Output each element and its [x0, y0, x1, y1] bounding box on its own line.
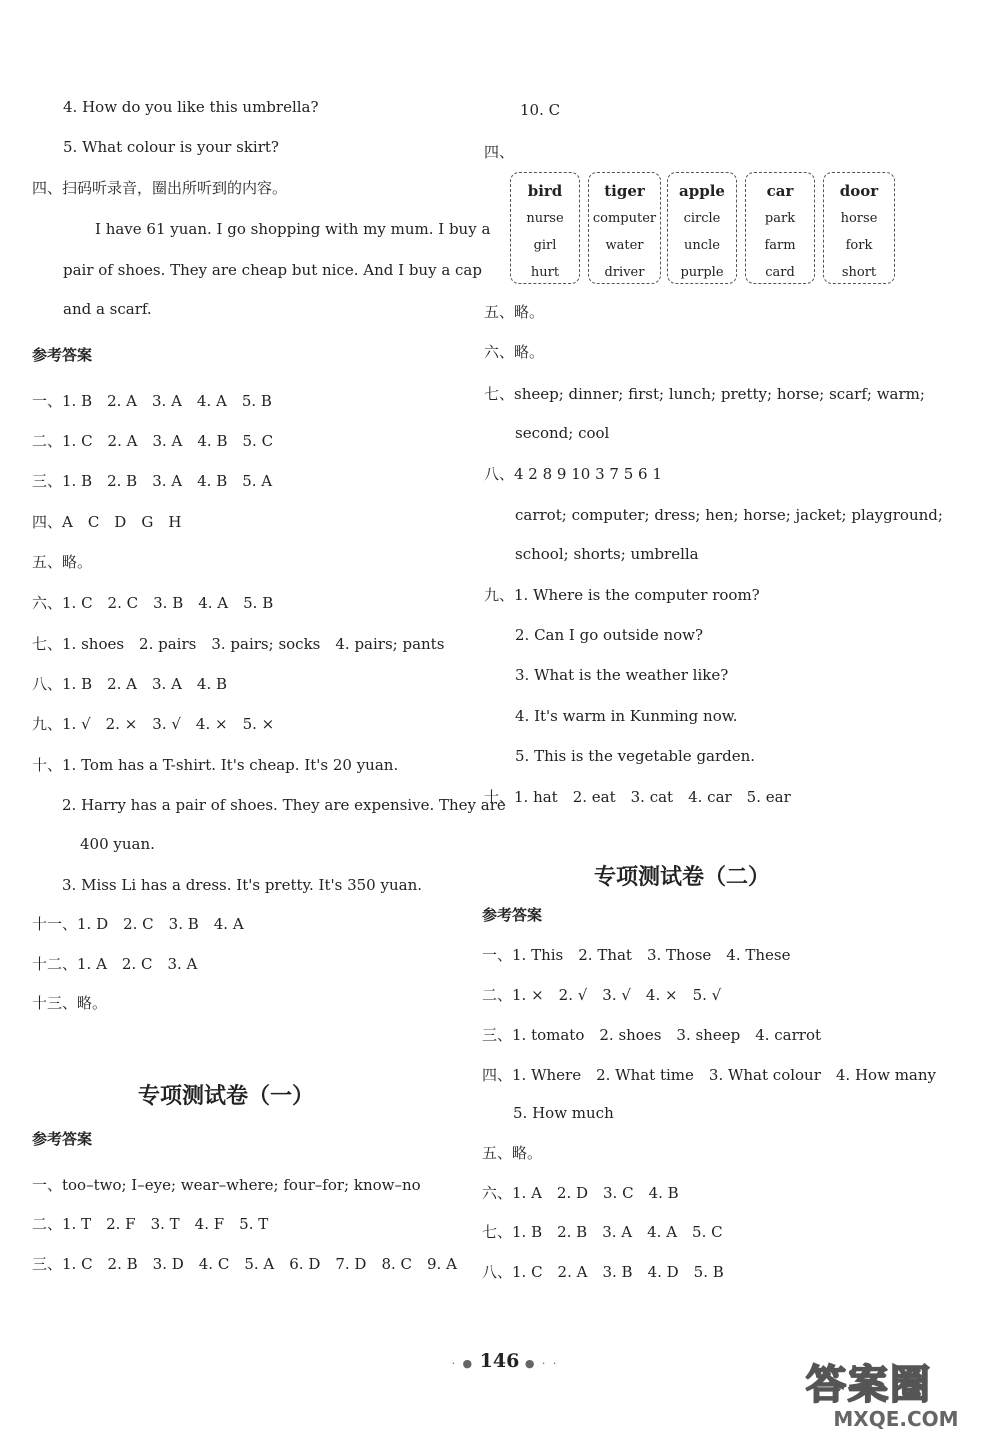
answer-line: 2. Harry has a pair of shoes. They are expensive. They are: [62, 796, 506, 814]
watermark-text: 答案圈: [806, 1362, 932, 1408]
card-word: uncle: [684, 238, 720, 253]
answer-line: 六、1. A 2. D 3. C 4. B: [482, 1184, 679, 1202]
answer-heading: 参考答案: [32, 1130, 93, 1148]
card-word: farm: [764, 238, 796, 253]
answer-line: 三、1. C 2. B 3. D 4. C 5. A 6. D 7. D 8. C 9. A: [32, 1255, 457, 1273]
card-head: door: [839, 182, 879, 200]
card-word: computer: [592, 211, 657, 226]
card-head: apple: [679, 182, 725, 200]
answer-line: 五、略。: [32, 553, 93, 571]
answer-line: 八、1. C 2. A 3. B 4. D 5. B: [482, 1263, 724, 1281]
card-word: card: [765, 265, 795, 280]
section-title: 专项测试卷（一）: [138, 1084, 315, 1109]
word-card: [667, 172, 737, 284]
answer-line: 二、1. T 2. F 3. T 4. F 5. T: [32, 1215, 269, 1233]
word-card: [745, 172, 815, 284]
answer-line: 六、略。: [484, 343, 545, 361]
answer-line: 5. This is the vegetable garden.: [515, 747, 756, 765]
question-line: 5. What colour is your skirt?: [63, 138, 279, 156]
card-word: driver: [604, 265, 645, 280]
answer-line: 八、4 2 8 9 10 3 7 5 6 1: [484, 465, 662, 483]
answer-line: 四、: [484, 143, 515, 161]
card-head: bird: [527, 182, 563, 200]
answer-line: 八、1. B 2. A 3. A 4. B: [32, 675, 228, 693]
answer-line: 七、sheep; dinner; first; lunch; pretty; horse; scarf; warm;: [484, 385, 925, 403]
answer-line: 一、1. B 2. A 3. A 4. A 5. B: [32, 392, 272, 410]
answer-line: 5. How much: [513, 1104, 614, 1122]
passage-line: and a scarf.: [63, 300, 152, 318]
answer-line: 十二、1. A 2. C 3. A: [32, 955, 198, 973]
answer-line: carrot; computer; dress; hen; horse; jacket; playground;: [515, 506, 943, 524]
question-line: 4. How do you like this umbrella?: [63, 98, 319, 116]
answer-line: 4. It's warm in Kunming now.: [515, 707, 738, 725]
answer-line: 二、1. × 2. √ 3. √ 4. × 5. √: [482, 986, 722, 1004]
answer-heading: 参考答案: [482, 906, 543, 924]
answer-line: 四、1. Where 2. What time 3. What colour 4. How many: [482, 1066, 936, 1084]
passage-line: pair of shoes. They are cheap but nice. And I buy a cap: [63, 261, 482, 279]
answer-line: 十三、略。: [32, 994, 108, 1012]
card-word: water: [605, 238, 644, 253]
answer-line: 六、1. C 2. C 3. B 4. A 5. B: [32, 594, 274, 612]
word-card: [588, 172, 661, 284]
watermark-logo: [798, 1347, 994, 1431]
answer-line: 10. C: [520, 101, 561, 119]
page-number-value: 146: [479, 1350, 520, 1372]
card-word: circle: [683, 211, 721, 226]
page-number: [440, 1348, 570, 1377]
answer-line: 七、1. shoes 2. pairs 3. pairs; socks 4. pairs; pants: [32, 635, 445, 653]
passage-line: I have 61 yuan. I go shopping with my mum. I buy a: [95, 220, 491, 238]
answer-line: 五、略。: [482, 1144, 543, 1162]
dots-decoration: ● · ·: [519, 1357, 559, 1370]
card-word: short: [841, 265, 877, 280]
card-word: horse: [840, 211, 878, 226]
card-head: car: [766, 182, 794, 200]
card-word: girl: [533, 238, 557, 253]
answer-line: 十、1. Tom has a T-shirt. It's cheap. It's 20 yuan.: [32, 756, 399, 774]
answer-line: 一、too–two; I–eye; wear–where; four–for; know–no: [32, 1176, 421, 1194]
card-word: park: [764, 211, 796, 226]
answer-line: 2. Can I go outside now?: [515, 626, 704, 644]
card-head: tiger: [604, 182, 645, 200]
answer-line: 七、1. B 2. B 3. A 4. A 5. C: [482, 1223, 723, 1241]
answer-line: 三、1. B 2. B 3. A 4. B 5. A: [32, 472, 273, 490]
card-word: purple: [680, 265, 724, 280]
answer-line: 一、1. This 2. That 3. Those 4. These: [482, 946, 791, 964]
answer-line: second; cool: [515, 424, 610, 442]
answer-line: 十、1. hat 2. eat 3. cat 4. car 5. ear: [484, 788, 791, 806]
card-word: hurt: [530, 265, 560, 280]
answer-line: school; shorts; umbrella: [515, 545, 699, 563]
answer-line: 十一、1. D 2. C 3. B 4. A: [32, 915, 244, 933]
answer-line: 二、1. C 2. A 3. A 4. B 5. C: [32, 432, 274, 450]
instruction-line: 四、扫码听录音，圈出所听到的内容。: [32, 179, 288, 197]
answer-heading: 参考答案: [32, 346, 93, 364]
section-title: 专项测试卷（二）: [594, 865, 771, 890]
answer-line: 三、1. tomato 2. shoes 3. sheep 4. carrot: [482, 1026, 822, 1044]
watermark-url: MXQE.COM: [833, 1407, 959, 1431]
answer-line: 400 yuan.: [80, 835, 155, 853]
answer-line: 九、1. Where is the computer room?: [484, 586, 760, 604]
answer-line: 九、1. √ 2. × 3. √ 4. × 5. ×: [32, 715, 275, 733]
answer-line: 3. Miss Li has a dress. It's pretty. It's 350 yuan.: [62, 876, 422, 894]
answer-line: 3. What is the weather like?: [515, 666, 729, 684]
card-word: nurse: [526, 211, 564, 226]
answer-line: 四、A C D G H: [32, 513, 182, 531]
answer-line: 五、略。: [484, 303, 545, 321]
word-card: [823, 172, 895, 284]
card-word: fork: [845, 238, 873, 253]
dots-decoration: · ●: [451, 1357, 480, 1370]
word-card: [510, 172, 580, 284]
